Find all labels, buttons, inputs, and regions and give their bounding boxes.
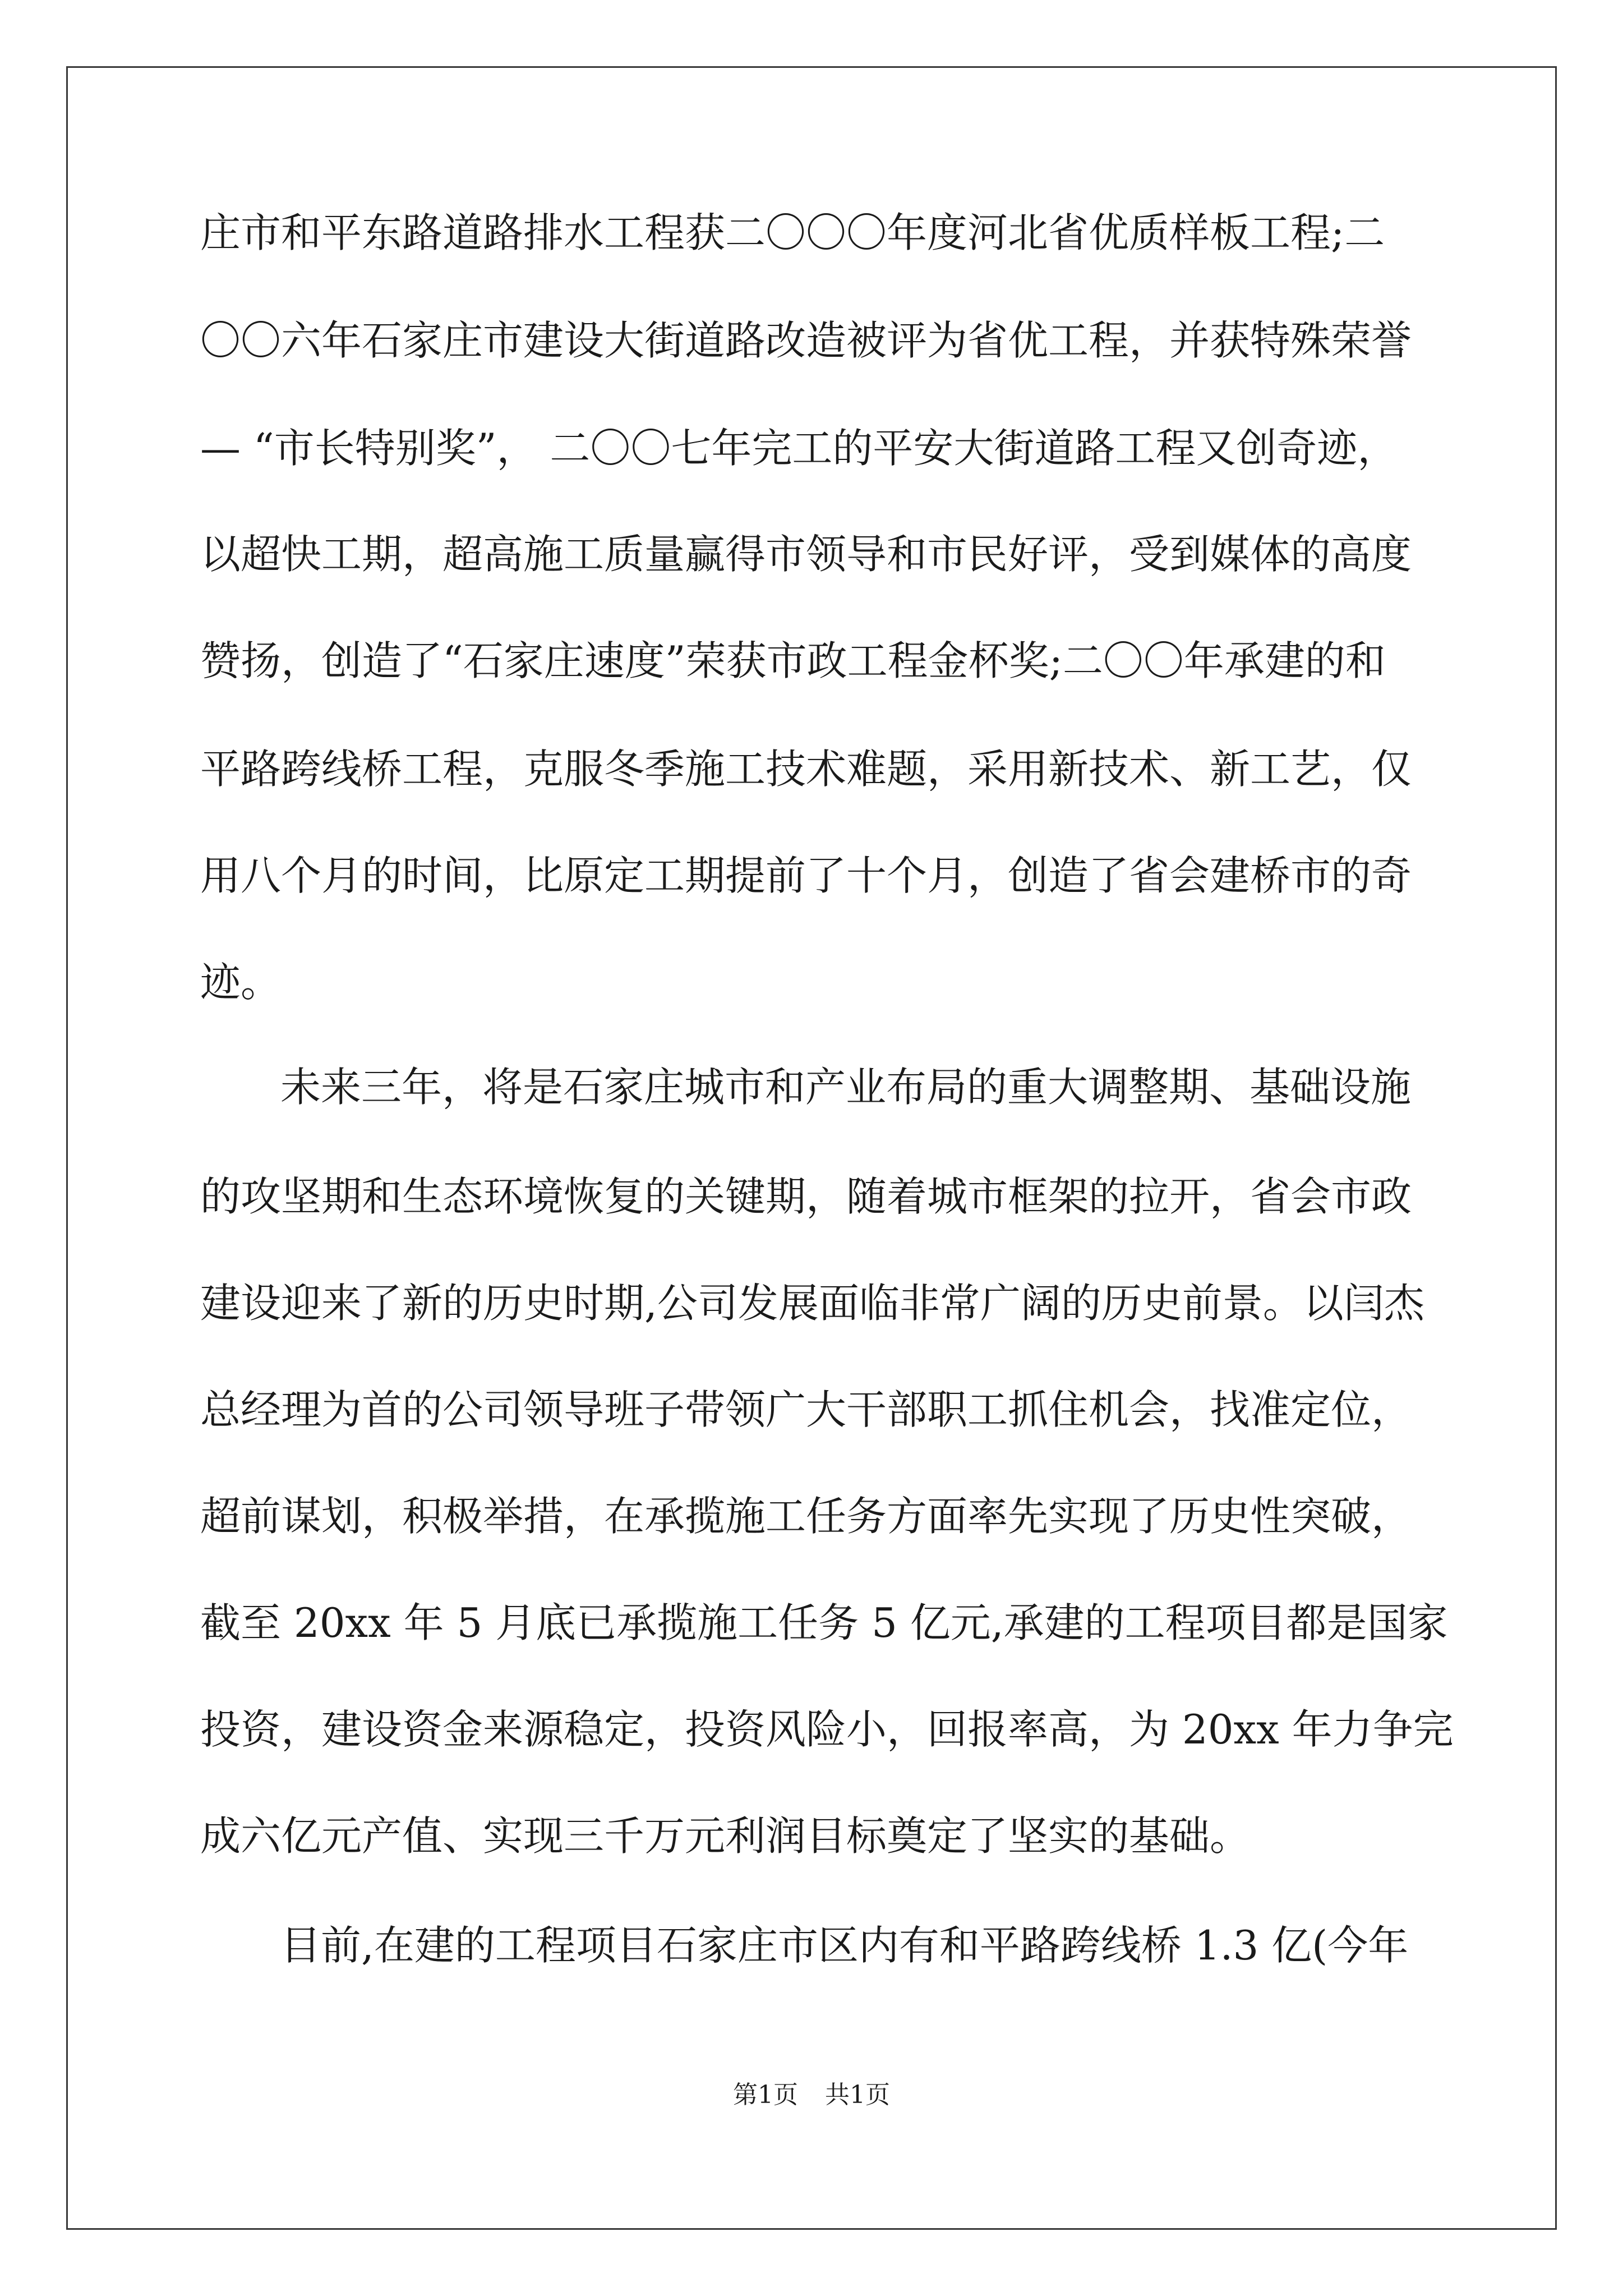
text-line: 迹。 [200, 959, 282, 1006]
text-line: 总经理为首的公司领导班子带领广大干部职工抓住机会，找准定位， [200, 1386, 1412, 1433]
text-line: 庄市和平东路道路排水工程获二〇〇〇年度河北省优质样板工程;二 [200, 209, 1385, 256]
page-number-current: 第1页 [733, 2081, 798, 2109]
text-line: 投资，建设资金来源稳定，投资风险小，回报率高，为 20xx 年力争完 [200, 1706, 1454, 1753]
text-line: 赞扬，创造了“石家庄速度”荣获市政工程金杯奖;二〇〇年承建的和 [200, 637, 1386, 684]
text-line: 用八个月的时间，比原定工期提前了十个月，创造了省会建桥市的奇 [200, 852, 1412, 899]
text-line: 超前谋划，积极举措，在承揽施工任务方面率先实现了历史性突破， [200, 1493, 1412, 1540]
text-line: — “市长特别奖”， 二〇〇七年完工的平安大街道路工程又创奇迹， [200, 425, 1398, 472]
text-line: 截至 20xx 年 5 月底已承揽施工任务 5 亿元,承建的工程项目都是国家 [200, 1599, 1448, 1646]
paragraph-start-line: 未来三年，将是石家庄城市和产业布局的重大调整期、基础设施 [280, 1064, 1412, 1111]
page-number-total: 共1页 [825, 2081, 890, 2109]
text-line: 以超快工期，超高施工质量赢得市领导和市民好评，受到媒体的高度 [200, 531, 1412, 578]
text-line: 的攻坚期和生态环境恢复的关键期，随着城市框架的拉开，省会市政 [200, 1173, 1412, 1220]
text-line: 建设迎来了新的历史时期,公司发展面临非常广阔的历史前景。以闫杰 [200, 1280, 1424, 1327]
text-line: 〇〇六年石家庄市建设大街道路改造被评为省优工程，并获特殊荣誉 [200, 317, 1412, 364]
page-border [66, 66, 1557, 2230]
text-line: 成六亿元产值、实现三千万元利润目标奠定了坚实的基础。 [200, 1812, 1251, 1860]
paragraph-start-line: 目前,在建的工程项目石家庄市区内有和平路跨线桥 1.3 亿(今年 [280, 1922, 1409, 1969]
page-footer [0, 2078, 1623, 2112]
text-line: 平路跨线桥工程，克服冬季施工技术难题，采用新技术、新工艺，仅 [200, 746, 1412, 793]
